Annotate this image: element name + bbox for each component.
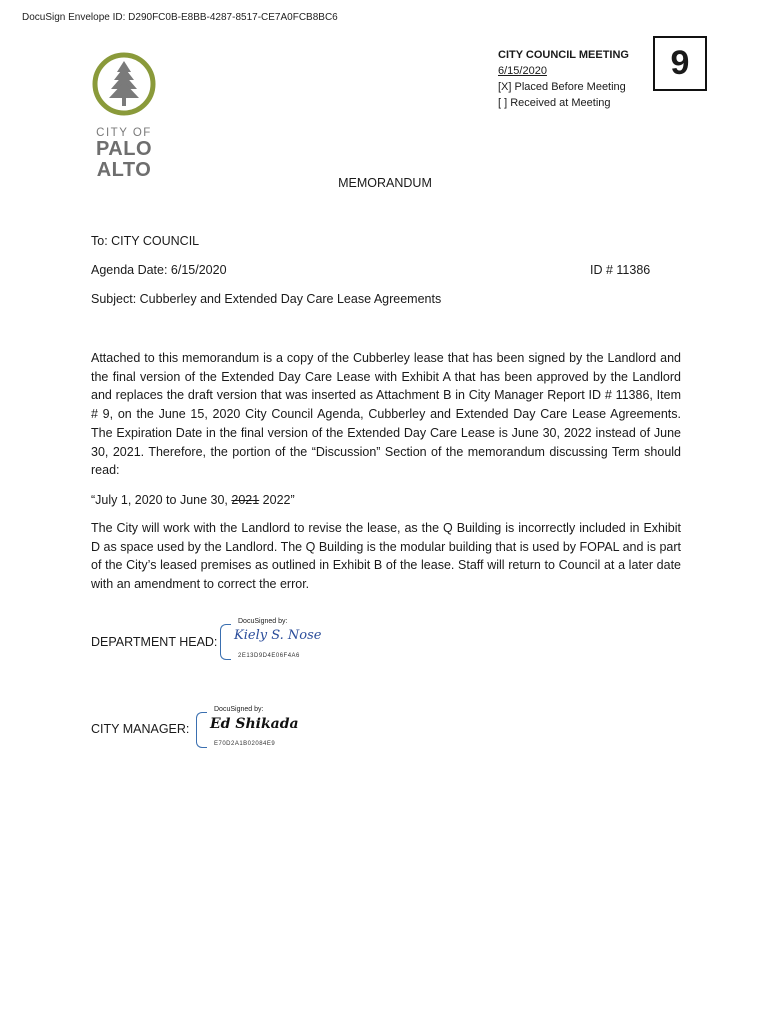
department-head-signature <box>220 618 330 666</box>
department-head-label: DEPARTMENT HEAD: <box>91 635 218 649</box>
id-number: ID # 11386 <box>590 263 651 277</box>
quote-struck-year: 2021 <box>231 493 260 507</box>
meeting-title: CITY COUNCIL MEETING <box>498 49 629 61</box>
signature-code: 2E13D9D4E06F4A6 <box>238 653 300 659</box>
placed-before-meeting: [X] Placed Before Meeting <box>498 81 626 93</box>
meeting-info <box>498 47 629 111</box>
city-manager-signature <box>196 706 306 754</box>
quote-start: “July 1, 2020 to June 30, <box>91 493 232 507</box>
docusigned-by-label: DocuSigned by: <box>238 618 288 625</box>
body-paragraph-1: Attached to this memorandum is a copy of the Cubberley lease that has been signed by the Landlord and the final version of the Extended Day Care Lease with Exhibit A that has been approved by the Landlord and replaces the draft version that was inserted as Attachment B in City Manager Report ID # 11386, Item # 9, on the June 15, 2020 City Council Agenda, Cubberley and Extended Day Care Lease Agreements. The Expiration Date in the final version of the Extended Day Care Lease is June 30, 2022 instead of June 30, 2021. Therefore, the portion of the “Discussion” Section of the memorandum discussing Term should read: <box>91 351 681 478</box>
tree-seal-icon <box>92 52 156 116</box>
subject-line: Subject: Cubberley and Extended Day Care Lease Agreements <box>91 292 442 306</box>
body-paragraph-2: The City will work with the Landlord to revise the lease, as the Q Building is incorrectly included in Exhibit D as space used by the Landlord. The Q Building is the modular building that is used by FOPAL and is part of the City’s leased premises as outlined in Exhibit B of the lease. Staff will return to Council at a later date with an amendment to correct the error. <box>91 521 681 592</box>
docusign-bracket <box>196 712 207 748</box>
docusign-bracket <box>220 624 231 660</box>
logo-city-of: CITY OF <box>96 127 152 139</box>
to-line: To: CITY COUNCIL <box>91 234 200 248</box>
memo-title: MEMORANDUM <box>338 176 432 190</box>
city-logo <box>91 52 157 181</box>
logo-alto: ALTO <box>96 159 152 181</box>
agenda-date: Agenda Date: 6/15/2020 <box>91 263 227 277</box>
logo-palo: PALO <box>95 138 153 160</box>
quote-end: 2022” <box>259 493 295 507</box>
meeting-date: 6/15/2020 <box>498 65 547 77</box>
signature-script: Kiely S. Nose <box>234 628 322 643</box>
docusign-envelope-id: DocuSign Envelope ID: D290FC0B-E8BB-4287-8517-CE7A0FCB8BC6 <box>22 12 338 23</box>
term-quote <box>91 491 681 510</box>
signature-script: Ed Shikada <box>210 716 299 732</box>
signature-code: E70D2A1B02084E9 <box>214 741 276 747</box>
item-number-box: 9 <box>653 36 707 91</box>
docusigned-by-label: DocuSigned by: <box>214 706 264 713</box>
city-manager-label: CITY MANAGER: <box>91 722 190 736</box>
received-at-meeting: [ ] Received at Meeting <box>498 97 611 109</box>
